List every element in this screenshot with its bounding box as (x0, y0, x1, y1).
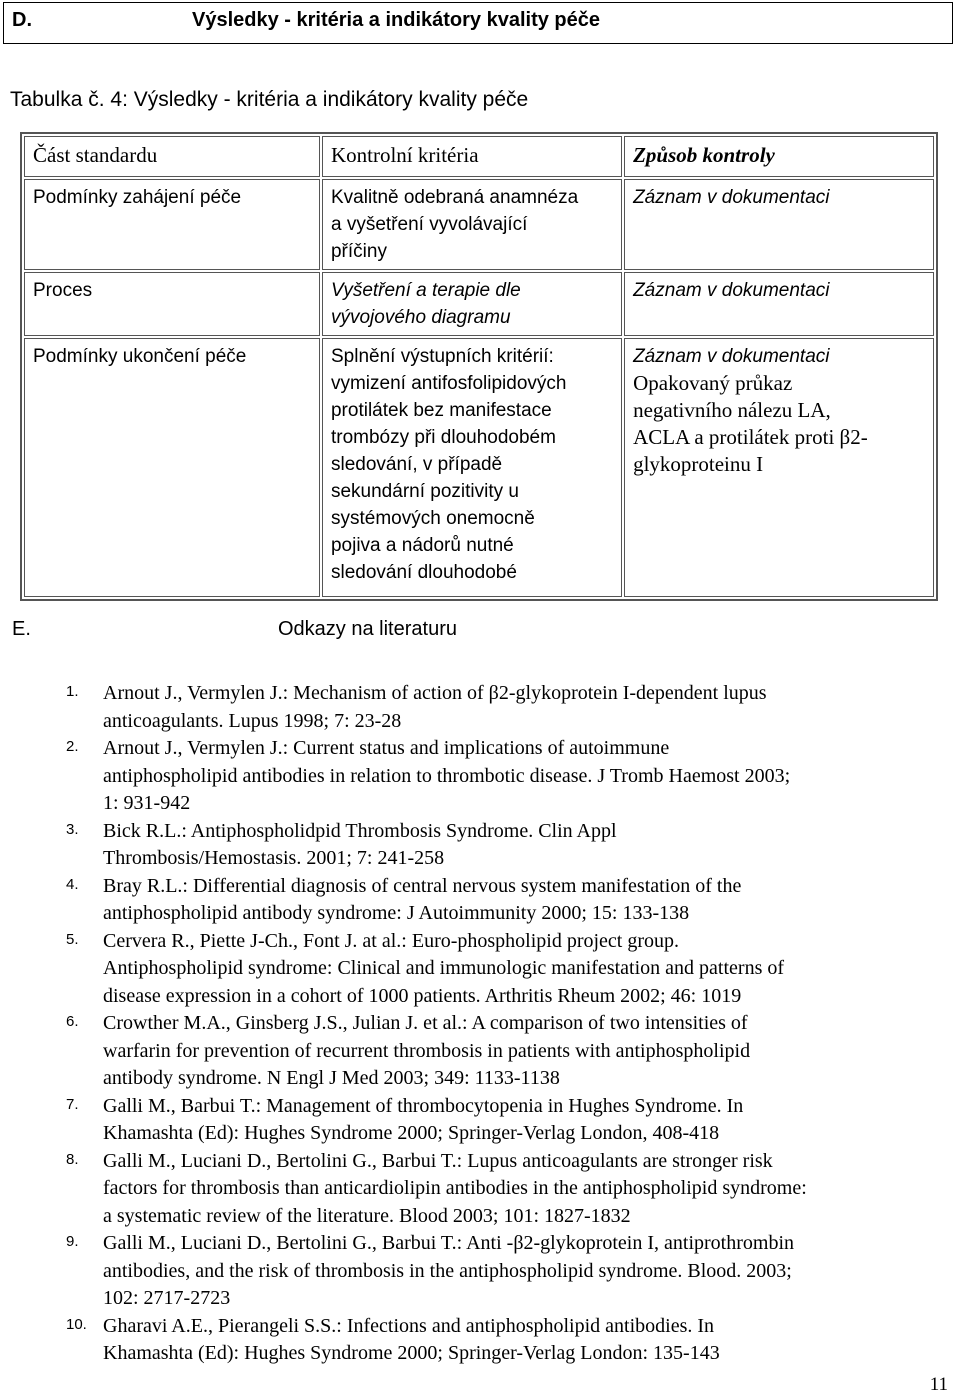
reference-line: Bick R.L.: Antiphospholidpid Thrombosis Syndrome. Clin Appl (103, 819, 617, 842)
reference-number: 6. (66, 1013, 79, 1030)
reference-line: Arnout J., Vermylen J.: Mechanism of action of β2-glykoprotein I-dependent lupus (103, 682, 767, 704)
reference-line: Arnout J., Vermylen J.: Current status and implications of autoimmune (103, 737, 670, 759)
reference-item (0, 818, 930, 873)
control-line: Záznam v dokumentaci (633, 346, 830, 367)
criteria-line: Kvalitně odebraná anamnéza (330, 187, 579, 208)
row-control (624, 338, 934, 597)
criteria-line: protilátek bez manifestace (330, 400, 552, 421)
criteria-line: sledování, v případě (330, 454, 503, 475)
section-d-header (3, 2, 953, 44)
criteria-line: trombózy při dlouhodobém (330, 427, 556, 448)
reference-item (0, 928, 930, 1011)
reference-line: Gharavi A.E., Pierangeli S.S.: Infections and antiphospholipid antibodies. In (103, 1314, 715, 1337)
row-part: Proces (24, 272, 320, 336)
reference-number: 4. (66, 875, 79, 893)
criteria-line: příčiny (330, 241, 387, 262)
header-criteria: Kontrolní kritéria (322, 136, 622, 177)
reference-line: Thrombosis/Hemostasis. 2001; 7: 241-258 (103, 847, 445, 869)
reference-list (0, 680, 930, 1368)
table-header-row (24, 136, 934, 177)
reference-line: warfarin for prevention of recurrent thrombosis in patients with antiphospholipid (103, 1039, 751, 1062)
reference-item (0, 1093, 930, 1148)
control-line: glykoproteinu I (633, 452, 764, 476)
table-row (24, 179, 934, 270)
reference-line: antibodies, and the risk of thrombosis in the antiphospholipid syndrome. Blood. 2003; (103, 1259, 792, 1282)
reference-number: 9. (66, 1233, 79, 1250)
reference-line: Galli M., Luciani D., Bertolini G., Barbui T.: Lupus anticoagulants are stronger risk (103, 1149, 773, 1172)
page-number: 11 (929, 1374, 948, 1395)
control-line: negativního nálezu LA, (633, 398, 831, 422)
reference-line: Khamashta (Ed): Hughes Syndrome 2000; Springer-Verlag London: 135-143 (103, 1342, 720, 1364)
criteria-line: sledování dlouhodobé (330, 562, 517, 583)
criteria-line: vymizení antifosfolipidových (330, 373, 567, 394)
reference-number: 3. (66, 820, 79, 838)
row-control (624, 179, 934, 270)
reference-item (0, 680, 930, 735)
criteria-line: Splnění výstupních kritérií: (330, 346, 554, 367)
reference-item (0, 1230, 930, 1313)
section-letter: D. (12, 9, 32, 31)
section-letter: E. (12, 618, 31, 640)
header-part: Část standardu (24, 136, 320, 177)
reference-line: Antiphospholipid syndrome: Clinical and immunologic manifestation and patterns of (103, 957, 785, 979)
control-line: Opakovaný průkaz (633, 371, 793, 395)
reference-item (0, 1010, 930, 1093)
reference-line: Bray R.L.: Differential diagnosis of central nervous system manifestation of the (103, 874, 742, 897)
reference-line: Cervera R., Piette J-Ch., Font J. at al.: Euro-phospholipid project group. (103, 929, 680, 952)
reference-line: antiphospholipid antibodies in relation to thrombotic disease. J Tromb Haemost 2003; (103, 764, 791, 787)
reference-number: 2. (66, 738, 79, 755)
table-row (24, 272, 934, 336)
row-criteria (322, 179, 622, 270)
reference-number: 8. (66, 1150, 79, 1168)
reference-line: anticoagulants. Lupus 1998; 7: 23-28 (103, 709, 402, 732)
reference-line: 1: 931-942 (103, 792, 191, 814)
reference-line: Crowther M.A., Ginsberg J.S., Julian J. et al.: A comparison of two intensities of (103, 1012, 748, 1034)
reference-item (0, 735, 930, 818)
reference-line: Galli M., Barbui T.: Management of thrombocytopenia in Hughes Syndrome. In (103, 1094, 744, 1117)
reference-line: Khamashta (Ed): Hughes Syndrome 2000; Springer-Verlag London, 408-418 (103, 1122, 720, 1144)
table-row (24, 338, 934, 597)
reference-item (0, 1313, 930, 1368)
reference-number: 5. (66, 930, 79, 948)
row-criteria (322, 272, 622, 336)
reference-number: 10. (66, 1315, 87, 1333)
reference-line: disease expression in a cohort of 1000 patients. Arthritis Rheum 2002; 46: 1019 (103, 984, 742, 1007)
reference-number: 7. (66, 1095, 79, 1113)
reference-line: antibody syndrome. N Engl J Med 2003; 349: 1133-1138 (103, 1067, 560, 1089)
quality-criteria-table (20, 132, 938, 601)
section-title: Výsledky - kritéria a indikátory kvality péče (192, 9, 600, 31)
reference-item (0, 873, 930, 928)
reference-line: antiphospholipid antibody syndrome: J Autoimmunity 2000; 15: 133-138 (103, 902, 690, 924)
control-line: Záznam v dokumentaci (633, 187, 830, 208)
reference-line: 102: 2717-2723 (103, 1287, 231, 1309)
control-line: Záznam v dokumentaci (633, 280, 830, 301)
section-title: Odkazy na literaturu (278, 618, 457, 640)
criteria-line: Vyšetření a terapie dle (330, 280, 521, 301)
criteria-line: pojiva a nádorů nutné (330, 535, 514, 556)
criteria-line: vývojového diagramu (330, 307, 511, 328)
row-part: Podmínky zahájení péče (24, 179, 320, 270)
reference-number: 1. (66, 683, 79, 700)
reference-item (0, 1148, 930, 1231)
row-control (624, 272, 934, 336)
row-criteria (322, 338, 622, 597)
criteria-line: sekundární pozitivity u (330, 481, 519, 502)
criteria-line: a vyšetření vyvolávající (330, 214, 528, 235)
criteria-line: systémových onemocně (330, 508, 535, 529)
row-part: Podmínky ukončení péče (24, 338, 320, 597)
table-caption: Tabulka č. 4: Výsledky - kritéria a indikátory kvality péče (10, 88, 529, 111)
reference-line: a systematic review of the literature. Blood 2003; 101: 1827-1832 (103, 1204, 631, 1227)
header-control: Způsob kontroly (624, 136, 934, 177)
reference-line: factors for thrombosis than anticardiolipin antibodies in the antiphospholipid syndrome: (103, 1177, 807, 1199)
control-line: ACLA a protilátek proti β2- (633, 425, 868, 449)
reference-line: Galli M., Luciani D., Bertolini G., Barbui T.: Anti -β2-glykoprotein I, antiprothrombin (103, 1232, 795, 1254)
